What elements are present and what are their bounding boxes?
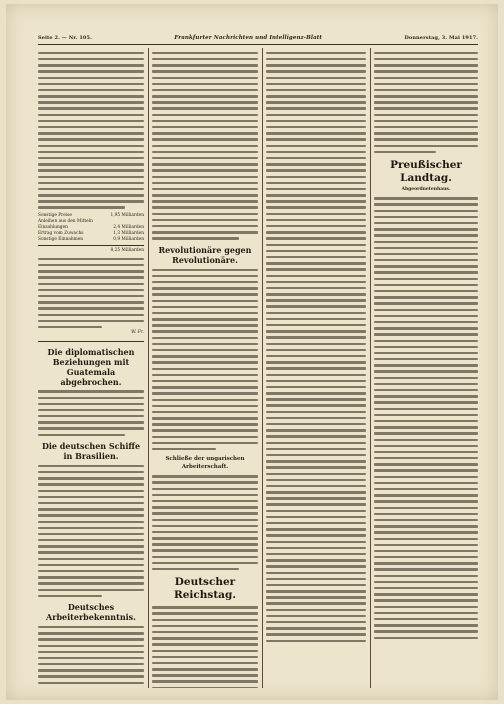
header-page-number: Seite 2. — Nr. 105. [38, 35, 92, 41]
table-total: 8,25 Milliarden [110, 247, 144, 253]
column-4 [374, 48, 478, 688]
newspaper-page [6, 4, 498, 700]
page-header [38, 32, 478, 45]
table-row: Ertrag vom Zuwachs 1,3 Milliarden [38, 230, 144, 236]
col1-text-top [38, 52, 144, 209]
headline-revolutionaere: Revolutionäre gegen Revolutionäre. [158, 244, 252, 265]
table-row: Anleihen aus den Mitteln [38, 218, 93, 224]
column-1 [38, 48, 144, 688]
headline-brasilien: Die deutschen Schiffe in Brasilien. [41, 441, 141, 462]
subheadline-abgeordnetenhaus: Abgeordnetenhaus. [401, 187, 451, 193]
column-2 [152, 48, 258, 688]
headline-reichstag: Deutscher Reichstag. [174, 576, 236, 602]
headline-ungarische-arbeiter: Schließe der ungarischen Arbeiterschaft. [165, 456, 245, 471]
header-newspaper-title: Frankfurter Nachrichten und Intelligenz-Blatt [174, 35, 323, 41]
header-date: Donnerstag, 3. Mai 1917. [404, 35, 478, 41]
table-total-row [38, 248, 144, 254]
col1-text-mid [38, 258, 144, 328]
table-row: Sonstige Preise 1,95 Milliarden [38, 212, 144, 218]
table-row: Einzahlungen 2,4 Milliarden [38, 224, 144, 230]
headline-guatemala: Die diplomatischen Beziehungen mit Guatemala abgebrochen. [47, 346, 135, 387]
column-3 [266, 48, 366, 688]
headline-arbeiterbekenntnis: Deutsches Arbeiterbekenntnis. [46, 602, 136, 623]
table-row: Sonstige Einnahmen 0,9 Milliarden [38, 236, 144, 242]
column-divider [148, 48, 149, 688]
headline-preussischer-landtag: Preußischer Landtag. [390, 159, 462, 185]
column-divider [370, 48, 371, 688]
article-signature: W. Fr. [131, 330, 144, 336]
budget-table [38, 213, 144, 254]
column-divider [262, 48, 263, 688]
